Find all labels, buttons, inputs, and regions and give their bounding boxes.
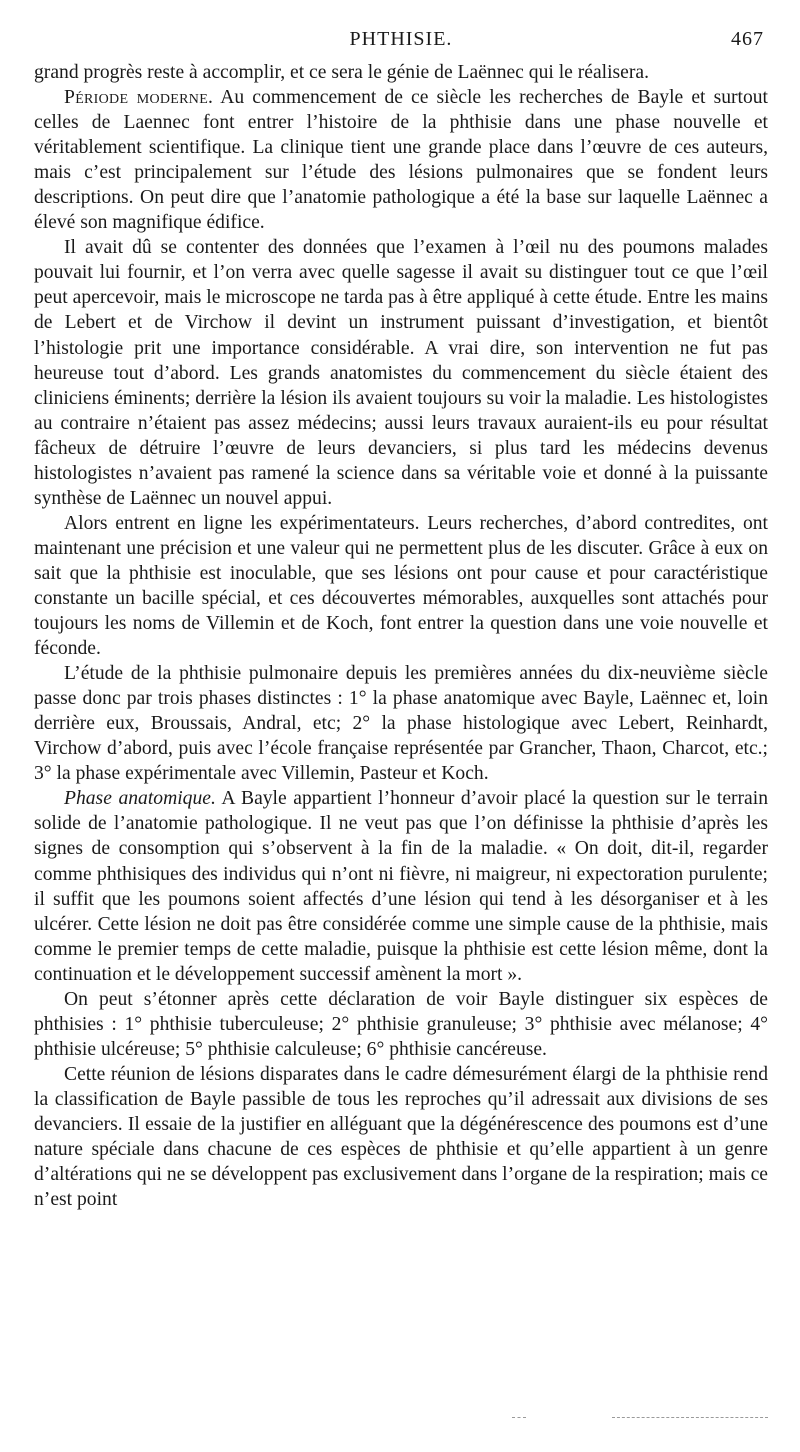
paragraph-phase-anatomique bbox=[34, 786, 768, 986]
paragraph-text: A Bayle appartient l’honneur d’avoir placé la question sur le terrain solide de l’anatomie pathologique. Il ne veut pas que l’on définisse la phthisie d’après les signes de consomption qui s’observent à la fin de la maladie. « On doit, dit-il, regarder comme phthisiques des individus qui n’ont ni fièvre, ni maigreur, ni expectoration purulente; il suffit que les poumons soient affectés d’une lésion qui tend à les désorganiser et à les ulcérer. Cette lésion ne doit pas être considérée comme une simple cause de la phthisie, mais comme le premier temps de cette maladie, puisque la phthisie est cette lésion même, dont la continuation et le développement successif amènent la mort ». bbox=[34, 788, 768, 985]
body-text bbox=[34, 60, 768, 1212]
paragraph-text: Au commencement de ce siècle les recherches de Bayle et surtout celles de Laennec font entrer l’histoire de la phthisie dans une phase nouvelle et véritablement scientifique. La clinique tient une grande place dans l’œuvre de ces auteurs, mais c’est principalement sur l’étude des lésions pulmonaires que se fondent leurs descriptions. On peut dire que l’anatomie pathologique a été la base sur laquelle Laënnec a élevé son magnifique édifice. bbox=[34, 87, 769, 234]
paragraph-experimentateurs bbox=[34, 511, 768, 661]
running-head bbox=[34, 28, 768, 60]
footer-rule-right bbox=[612, 1409, 768, 1418]
paragraph-microscope bbox=[34, 235, 768, 511]
paragraph-text: L’étude de la phthisie pulmonaire depuis les premières années du dix-neuvième siècle passe donc par trois phases distinctes : 1° la phase anatomique avec Bayle, Laënnec et, loin derrière eux, Broussais, Andral, etc; 2° la phase histologique avec Lebert, Reinhardt, Virchow d’abord, puis avec l’école française représentée par Grancher, Thaon, Charcot, etc.; 3° la phase expérimentale avec Villemin, Pasteur et Koch. bbox=[34, 663, 768, 785]
paragraph-periode-moderne bbox=[34, 85, 768, 235]
paragraph-trois-phases bbox=[34, 661, 768, 786]
book-page bbox=[34, 28, 768, 1212]
paragraph-text: Cette réunion de lésions disparates dans le cadre démesurément élargi de la phthisie rend la classification de Bayle passible de tous les reproches qu’il adressait aux divisions de ses devanciers. Il essaie de la justifier en alléguant que la dégénérescence des poumons est d’une nature spéciale dans chacune de ces espèces de phthisie et qu’elle appartient à un genre d’altérations qui ne se développent pas exclusivement dans l’organe de la respiration; mais ce n’est point bbox=[34, 1063, 768, 1211]
section-lead: Période moderne. bbox=[64, 87, 214, 109]
paragraph-classification bbox=[34, 1062, 768, 1212]
page-number: 467 bbox=[731, 28, 764, 50]
section-lead-italic: Phase anatomique. bbox=[64, 788, 216, 810]
running-title: PHTHISIE. bbox=[349, 28, 453, 50]
paragraph-text: Il avait dû se contenter des données que l’examen à l’œil nu des poumons malades pouvait lui fournir, et l’on verra avec quelle sagesse il avait su distinguer tout ce que l’œil peut apercevoir, mais le microscope ne tarda pas à être appliqué à cette étude. Entre les mains de Lebert et de Virchow il devint un instrument puissant d’investigation, et bientôt l’histologie prit une importance considérable. A vrai dire, son intervention ne fut pas heureuse tout d’abord. Les grands anatomistes du commencement du siècle étaient des cliniciens éminents; derrière la lésion ils avaient toujours su voir la maladie. Les histologistes au contraire n’étaient pas assez médecins; aussi leurs travaux auraient-ils eu pour résultat fâcheux de détruire l’œuvre de leurs devanciers, si plus tard les médecins devenus histologistes n’avaient pas ramené la science dans sa véritable voie et donné à la puissante synthèse de Laënnec un nouvel appui. bbox=[34, 237, 768, 509]
footer-rule-left bbox=[512, 1409, 526, 1418]
paragraph-continuation bbox=[34, 60, 768, 85]
paragraph-text: Alors entrent en ligne les expérimentateurs. Leurs recherches, d’abord contredites, ont maintenant une précision et une valeur qui ne permettent plus de les discuter. Grâce à eux on sait que la phthisie est inoculable, que ses lésions ont pour cause et pour caractéristique constante un bacille spécial, et ces découvertes mémorables, auxquelles sont attachés pour toujours les noms de Villemin et de Koch, font entrer la question dans une voie nouvelle et féconde. bbox=[34, 512, 768, 660]
paragraph-six-especes bbox=[34, 987, 768, 1062]
paragraph-text: On peut s’étonner après cette déclaration de voir Bayle distinguer six espèces de phthisies : 1° phthisie tuberculeuse; 2° phthisie granuleuse; 3° phthisie avec mélanose; 4° phthisie ulcéreuse; 5° phthisie calculeuse; 6° phthisie cancéreuse. bbox=[34, 988, 768, 1060]
paragraph-text: grand progrès reste à accomplir, et ce sera le génie de Laënnec qui le réalisera. bbox=[34, 62, 650, 83]
